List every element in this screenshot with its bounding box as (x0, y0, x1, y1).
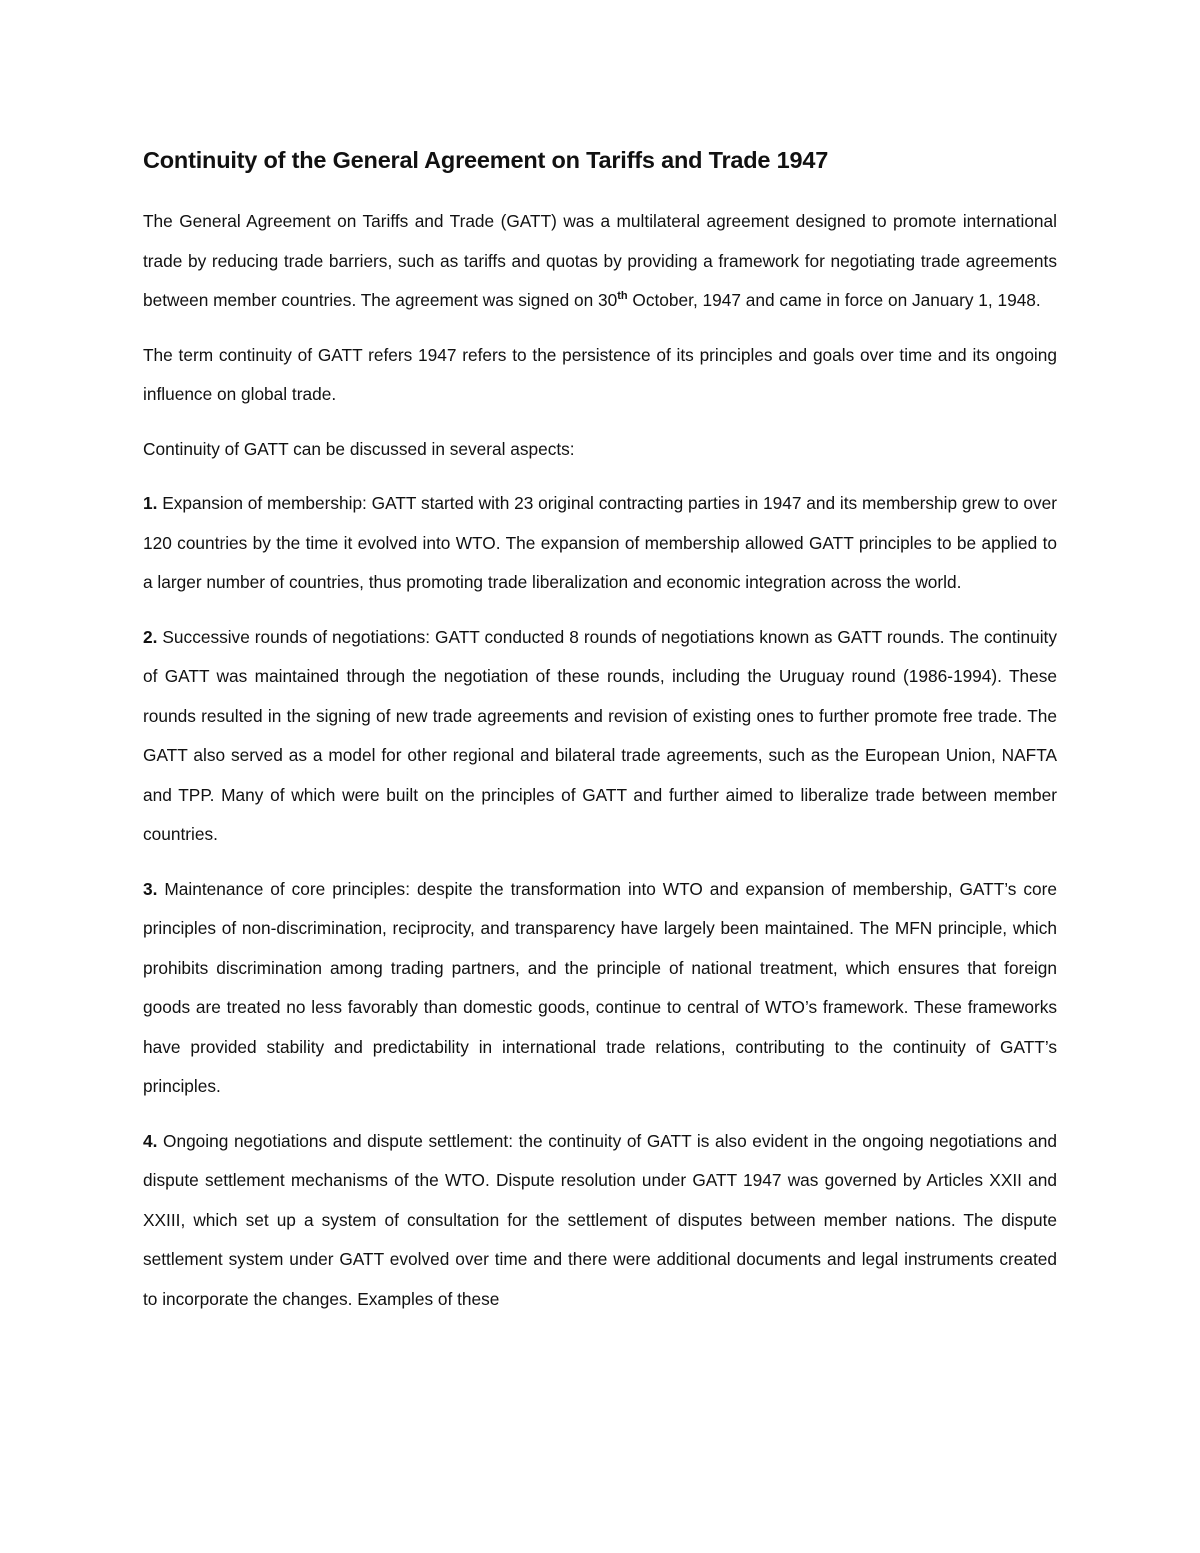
intro-text-part1: The General Agreement on Tariffs and Trade (GATT) was a multilateral agreement designed to promote international trade by reducing trade barriers, such as tariffs and quotas by providing a framework for negotiating trade agreements between member countries. The agreement was signed on 30 (143, 211, 1057, 310)
point-1-paragraph (143, 484, 1057, 603)
aspects-paragraph: Continuity of GATT can be discussed in several aspects: (143, 438, 575, 459)
document-page (143, 140, 1057, 1334)
point-3-text: Maintenance of core principles: despite the transformation into WTO and expansion of membership, GATT’s core principles of non-discrimination, reciprocity, and transparency have largely been maintained. The MFN principle, which prohibits discrimination among trading partners, and the principle of national treatment, which ensures that foreign goods are treated no less favorably than domestic goods, continue to central of WTO’s framework. These frameworks have provided stability and predictability in international trade relations, contributing to the continuity of GATT’s principles. (143, 878, 1057, 1096)
point-4-number: 4. (143, 1130, 158, 1151)
ordinal-suffix: th (617, 290, 628, 302)
intro-paragraph (143, 202, 1057, 321)
point-1-number: 1. (143, 493, 158, 513)
document-title: Continuity of the General Agreement on Tariffs and Trade 1947 (143, 147, 829, 173)
point-2-number: 2. (143, 626, 158, 647)
point-4-paragraph (143, 1122, 1057, 1320)
point-1-text: Expansion of membership: GATT started with 23 original contracting parties in 1947 and its membership grew to over 120 countries by the time it evolved into WTO. The expansion of membership allowed GATT principles to be applied to a larger number of countries, thus promoting trade liberalization and economic integration across the world. (143, 493, 1057, 592)
term-paragraph: The term continuity of GATT refers 1947 refers to the persistence of its principles and goals over time and its ongoing influence on global trade. (143, 344, 1057, 404)
point-2-paragraph (143, 618, 1057, 855)
point-4-text: Ongoing negotiations and dispute settlement: the continuity of GATT is also evident in the ongoing negotiations and dispute settlement mechanisms of the WTO. Dispute resolution under GATT 1947 was governed by Articles XXII and XXIII, which set up a system of consultation for the settlement of disputes between member nations. The dispute settlement system under GATT evolved over time and there were additional documents and legal instruments created to incorporate the changes. Examples of these (143, 1130, 1057, 1309)
point-2-text: Successive rounds of negotiations: GATT conducted 8 rounds of negotiations known as GATT rounds. The continuity of GATT was maintained through the negotiation of these rounds, including the Uruguay round (1986-1994). These rounds resulted in the signing of new trade agreements and revision of existing ones to further promote free trade. The GATT also served as a model for other regional and bilateral trade agreements, such as the European Union, NAFTA and TPP. Many of which were built on the principles of GATT and further aimed to liberalize trade between member countries. (143, 626, 1057, 844)
point-3-number: 3. (143, 878, 158, 899)
point-3-paragraph (143, 870, 1057, 1107)
intro-text-part2: October, 1947 and came in force on January 1, 1948. (627, 290, 1041, 310)
